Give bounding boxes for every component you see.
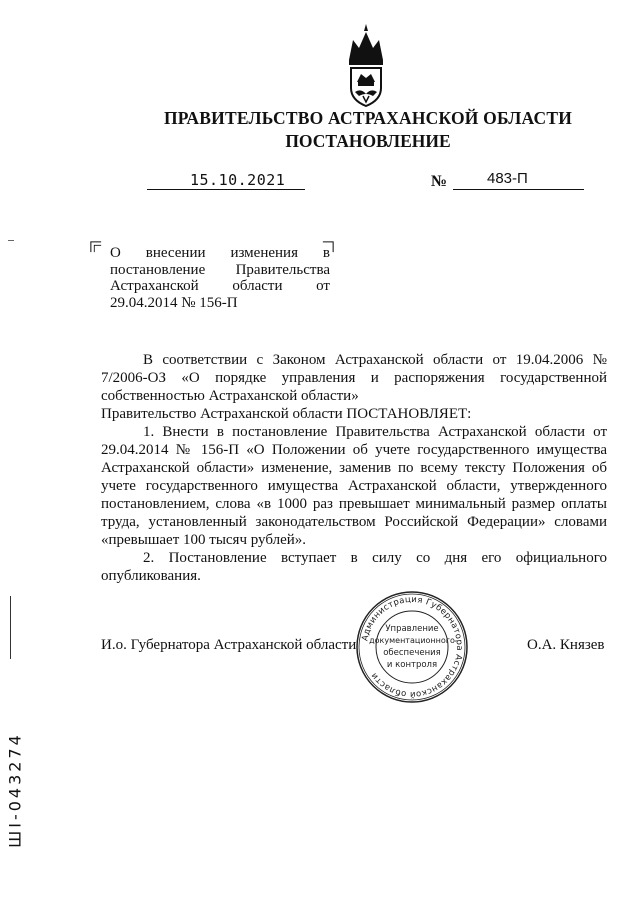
document-body (101, 351, 607, 585)
stamp-line-2: документационного (369, 636, 455, 645)
organization-title: ПРАВИТЕЛЬСТВО АСТРАХАНСКОЙ ОБЛАСТИ (163, 108, 573, 128)
document-type: ПОСТАНОВЛЕНИЕ (285, 131, 451, 151)
office-stamp (355, 590, 469, 704)
serial-number-text: ШІ-043274 (5, 732, 25, 848)
stamp-line-4: и контроля (386, 660, 438, 670)
decree-line: Правительство Астраханской области ПОСТАНОВЛЯЕТ: (101, 406, 472, 422)
document-date: 15.10.2021 (190, 171, 286, 189)
margin-mark (8, 240, 14, 241)
document-number: 483-П (487, 170, 528, 187)
subject-corner-left (90, 241, 102, 253)
date-underline (147, 189, 305, 190)
margin-line (10, 596, 11, 659)
preamble: В соответствии с Законом Астраханской области от 19.04.2006 № 7/2006-ОЗ «О порядке управления и распоряжения государственной собственностью Астраханской области» (101, 352, 607, 404)
stamp-line-1: Управление (385, 624, 439, 634)
document-subject: О внесении изменения в постановление Правительства Астраханской области от 29.04.2014 № 156-П (110, 245, 330, 311)
number-underline (453, 189, 584, 190)
stamp-line-3: обеспечения (383, 648, 441, 658)
signatory-name: О.А. Князев (527, 637, 605, 653)
stamp-ring-text: Администрация Губернатора Астраханской области (360, 594, 465, 700)
signatory-position: И.о. Губернатора Астраханской области (101, 637, 357, 653)
number-label: № (431, 173, 448, 190)
coat-of-arms-icon (343, 22, 389, 108)
item-1: 1. Внести в постановление Правительства Астраханской области от 29.04.2014 № 156-П «О Положении об учете государственного имущества Астраханской области» изменение, заменив по всему тексту Положения об учете государственного имущества Астраханской области, утвержденного постановлением, слова «в 1000 раз превышает минимальный размер оплаты труда, установленный законодательством Российской Федерации» словами «превышает 100 тысяч рублей». (101, 424, 607, 548)
item-2: 2. Постановление вступает в силу со дня его официального опубликования. (101, 550, 607, 584)
serial-number (0, 728, 30, 852)
